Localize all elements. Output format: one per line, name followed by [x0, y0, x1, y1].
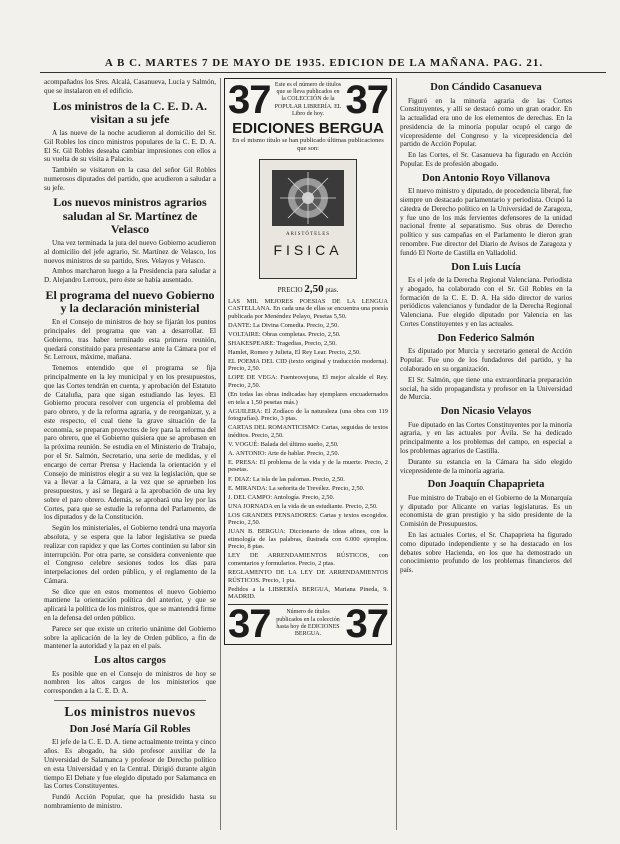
article-paragraph: El jefe de la C. E. D. A. tiene actualmente treinta y cinco años. Es abogado, ha sido profesor auxiliar de la Universidad de Salamanca y profesor de Derecho político en esta Universidad y en la Central. Dirigió durante algún tiempo El Debate y fue elegido diputado por Salamanca en las Cortes Constituyentes.: [44, 738, 216, 791]
article-paragraph: También se visitaron en la casa del señor Gil Robles numerosos diputados del partido, que acudieron a saludar a su jefe.: [44, 166, 216, 192]
ad-book-entry: DANTE: La Divina Comedia. Precio, 2,50.: [228, 321, 339, 329]
ad-book-entry: LOS GRANDES PENSADORES: Cartas y textos escogidos. Precio, 2,50.: [228, 511, 388, 527]
ad-book-entry: EL POEMA DEL CID (texto original y traducción moderna). Precio, 2,50.: [228, 357, 388, 373]
article-paragraph: En las actuales Cortes, el Sr. Chapaprieta ha figurado como diputado independiente y se ha destacado en los debates sobre Hacienda, en los que ha demostrado un conocimiento profundo de los problemas financieros del país.: [400, 530, 572, 575]
headline-new-ministers: Los ministros nuevos: [64, 704, 196, 720]
ad-top-text: Este es el número de títulos que se lleva publicados en la COLECCIÓN de la POPULAR LIBRERÍA. EL Libro de hoy.: [274, 82, 342, 117]
ad-book-entry: Hamlet, Romeo y Julieta, El Rey Lear. Precio, 2,50.: [228, 348, 361, 356]
ad-book-entry: CARTAS DEL ROMANTICISMO: Cartas, seguidas de textos inéditos. Precio, 2,50.: [228, 424, 388, 439]
article-paragraph: En las Cortes, el Sr. Casanueva ha figurado en Acción Popular. Es de profesión abogado.: [400, 151, 572, 169]
page-header: A B C. MARTES 7 DE MAYO DE 1935. EDICION DE LA MAÑANA. PAG. 21.: [104, 57, 544, 69]
headline-agrarian-ministers: Los nuevos ministros agrarios saludan al Sr. Martínez de Velasco: [53, 195, 207, 236]
article-paragraph: A las nueve de la noche acudieron al domicilio del Sr. Gil Robles los cinco ministros populares de la C. E. D. A. El Sr. Gil Robles deseaba cambiar impresiones con ellos a su vuelta de su visita a Palacio.: [44, 128, 216, 164]
article-paragraph: Es el jefe de la Derecha Regional Valenciana. Periodista y abogado, ha colaborado con el Sr. Gil Robles en la formación de la C. E. D. A. Ha sido director de varios periódicos valencianos y fundador de la Derecha Regional Valenciana. Fue elegido diputado por Valencia en las Cortes Constituyentes y en las actuales.: [400, 276, 572, 329]
article-paragraph: Durante su estancia en la Cámara ha sido elegido vicepresidente de la minoría agraria.: [400, 457, 572, 475]
ad-subtitle: En el mismo título se han publicado últimas publicaciones que son:: [232, 136, 384, 152]
subhead-gil-robles: Don José María Gil Robles: [69, 723, 191, 735]
book-cover: [259, 159, 357, 279]
ad-book-entry: J. DEL CAMPO: Antología. Precio, 2,50.: [228, 493, 335, 501]
article-paragraph: Es posible que en el Consejo de ministros de hoy se nombren los altos cargos de los ministerios que corresponden a la C. E. D. A.: [44, 669, 216, 696]
book-price: [228, 283, 388, 295]
price-unit: ptas.: [325, 285, 339, 294]
ad-book-entry: AGUILERA: El Zodíaco de la naturaleza (una obra con 119 fotografías). Precio, 3 ptas.: [228, 407, 388, 423]
ad-book-entry: A. ANTONIO: Arte de hablar. Precio, 2,50.: [228, 449, 340, 457]
column-left: [44, 78, 216, 830]
subhead-velayos: Don Nicasio Velayos: [440, 406, 532, 418]
column-advertisement: [224, 78, 392, 830]
article-paragraph: Fue diputado en las Cortes Constituyentes por la minoría agraria, y en las actuales por Ávila. Se ha dedicado principalmente a los problemas del campo, en especial a los problemas agrarios de Castilla.: [400, 420, 572, 455]
ad-book-entry: E. PRESA: El problema de la vida y de la muerte. Precio, 2 pesetas.: [228, 458, 388, 474]
article-paragraph: Es diputado por Murcia y secretario general de Acción Popular. Fue uno de los fundadores del partido, y ha colaborado en su organización.: [400, 347, 572, 373]
ad-bottom-banner: [228, 601, 388, 646]
ad-book-entry: (En todas las obras indicadas hay ejemplares encuadernados en tela a 1,50 pesetas más.): [228, 391, 388, 406]
article-paragraph: Una vez terminada la jura del nuevo Gobierno acudieron al domicilio del jefe agrario, Sr. Martínez de Velasco, los nuevos ministros de su partido, Sres. Velayos y Velasco.: [44, 238, 216, 265]
ad-number-right: 37: [345, 78, 388, 122]
book-title: FISICA: [273, 241, 343, 258]
article-paragraph: Se dice que en estos momentos el nuevo Gobierno mantiene la orientación política del anterior, y que se aplicará la política de los ministros, que se mantendrá firme en la defensa del orden público.: [44, 587, 216, 623]
column-right: [400, 78, 572, 830]
ad-book-entry: VOLTAIRE: Obras completas. Precio, 2,50.: [228, 330, 341, 338]
section-rule: [54, 700, 206, 701]
ad-book-entry: UNA JORNADA en la vida de un estudiante. Precio, 2,50.: [228, 502, 378, 510]
subhead-royo-villanova: Don Antonio Royo Villanova: [421, 172, 551, 184]
subhead-salmon: Don Federico Salmón: [437, 332, 535, 344]
headline-cedа-ministers: Los ministros de la C. E. D. A. visitan a su jefe: [52, 98, 208, 126]
article-paragraph: Ambos marcharon luego a la Presidencia para saludar a D. Alejandro Lerroux, pero éste se había ausentado.: [44, 267, 216, 285]
intro-paragraph: acompañados los Sres. Alcalá, Casanueva, Lucía y Salmón, que se instalaron en el edificio.: [44, 78, 216, 95]
ad-number-right: 37: [345, 601, 388, 646]
ad-book-entry: LEY DE ARRENDAMIENTOS RÚSTICOS, con comentarios y formularios. Precio, 2 ptas.: [228, 552, 388, 567]
subhead-chapaprieta: Don Joaquín Chapaprieta: [427, 479, 545, 491]
column-separator: [396, 78, 397, 830]
book-author: ARISTÓTELES: [285, 231, 331, 237]
ad-book-list: [228, 298, 388, 601]
ad-book-entry: Pedidos a la LIBRERÍA BERGUA, Mariana Pineda, 9. MADRID.: [228, 585, 388, 601]
article-paragraph: Parece ser que existe un criterio unánime del Gobierno sobre la aplicación de la ley de Orden público, a fin de mantener la autoridad y la paz en el país.: [44, 624, 216, 651]
ad-bottom-text: Número de títulos publicados en la colección hasta hoy de EDICIONES BERGUA.: [276, 609, 340, 637]
bergua-advertisement: [224, 78, 392, 645]
ad-title: EDICIONES BERGUA: [232, 119, 384, 137]
ad-book-entry: REGLAMENTO DE LA LEY DE ARRENDAMIENTOS RÚSTICOS. Precio, 1 pta.: [228, 569, 388, 584]
price-value: 2,50: [304, 282, 324, 295]
article-paragraph: El Sr. Salmón, que tiene una extraordinaria preparación social, ha sido propagandista y profesor en la Universidad de Murcia.: [400, 375, 572, 402]
ad-book-entry: JUAN B. BERGUA: Diccionario de ideas afines, con la etimología de las palabras, ilustrada con 6.000 ejemplos. Precio, 8 ptas.: [228, 528, 388, 551]
article-paragraph: Figuró en la minoría agraria de las Cortes Constituyentes, y allí se destacó como un gran orador. En la actualidad era uno de los elementos de derechas. En la presidencia de la minoría popular ocupó el cargo de vicepresidente del Congreso y la vicepresidencia del partido de Acción Popular.: [400, 96, 572, 149]
headline-government-program: El programa del nuevo Gobierno y la declaración ministerial: [45, 287, 215, 316]
ad-book-entry: LAS MIL MEJORES POESIAS DE LA LENGUA CASTELLANA. En cada una de ellas se encuentra una poesía publicada por Menéndez Pelayo, Pesetas 5,50.: [228, 297, 388, 320]
ad-book-entry: V. VOGUÉ: Balada del último sueño, 2,50.: [228, 440, 339, 448]
article-paragraph: Fue ministro de Trabajo en el Gobierno de la Monarquía y diputado por Alicante en varias legislaturas. Es un economista de gran prestigio y ha sido presidente de la Comisión de Presupuestos.: [400, 493, 572, 529]
article-paragraph: Tenemos entendido que el programa se fija principalmente en la ley municipal y en los presupuestos, que las Cortes tendrán en cuenta, y aprobación del Estatuto de Cataluña, para que sigan estudiando las leyes. El Gobierno procura resolver con urgencia el problema del paro obrero, y de la reforma agraria, y de reorganizar, y, a este respecto, el cual tiene la grave situación de la economía, se preparan proyectos de ley para la reforma del paro obrero, que el Gobierno quisiera que se aprobasen en la próxima reunión. Se estudia en el Ministerio de Trabajo, por el Sr. Salmón, Secretario, una serie de medidas, y el encargo de cerrar Prensa y Hacienda la orientación y el Consejo de ministros elegir a su vez la legislación, que se va a llevar a la Cámara, a la vez que se aprueben los presupuestos, y así se llegará a la aprobación de una ley sobre el paro obrero. Además, se aprobará una ley por las Cortes, para que se estudie la reforma del Parlamento, de los diputados y de la Constitución.: [44, 364, 216, 522]
ad-book-entry: E. MIRANDA: La señorita de Trevélez. Precio, 2,50.: [228, 484, 365, 492]
ad-book-entry: LOPE DE VEGA: Fuenteovejuna, El mejor alcalde el Rey. Precio, 2,50.: [228, 374, 388, 389]
ad-book-entry: F. DIAZ: La isla de las palomas. Precio, 2,50.: [228, 475, 345, 483]
header-rule: [40, 72, 606, 73]
ad-number-left: 37: [228, 78, 271, 122]
price-label: PRECIO: [277, 285, 303, 294]
article-paragraph: Según los ministeriales, el Gobierno tendrá una mayoría absoluta, y se espera que la labor legislativa se pueda realizar con rapidez y que las Cortes continúen su labor sin interrupción. Por otra parte, se considera conveniente que el Congreso celebre sesiones todos los días para interpelaciones del orden público, y el reglamento de la Cámara.: [44, 524, 216, 585]
subhead-lucia: Don Luis Lucía: [451, 261, 521, 273]
article-paragraph: En el Consejo de ministros de hoy se fijarán los puntos principales del programa que van a desarrollar. El Gobierno, tras haber terminado esta primera reunión, quedará constituido para presentarse ante la Cámara por el Sr. Lerroux, máxime, mañana.: [44, 318, 216, 362]
headline-high-posts: Los altos cargos: [94, 655, 166, 667]
book-cover-illustration: [272, 170, 344, 226]
subhead-casanueva: Don Cándido Casanueva: [430, 82, 542, 93]
article-paragraph: Fundó Acción Popular, que ha presidido hasta su nombramiento de ministro.: [44, 793, 216, 810]
ad-top-banner: [228, 78, 388, 122]
article-paragraph: El nuevo ministro y diputado, de procedencia liberal, fue siempre un destacado parlamentario y periodista. Ocupó la cátedra de Derecho político en la Universidad de Zaragoza, y fue uno de los más fervientes defensores de la unidad nacional frente al separatismo. Sus obras de Derecho político y sus campañas en el Parlamento le dieron gran renombre. Fue director del Diario de Avisos de Zaragoza y fundó El Norte de Castilla en Valladolid.: [400, 187, 572, 257]
ad-number-left: 37: [228, 601, 271, 646]
ad-book-entry: SHAKESPEARE: Tragedias, Precio, 2,50.: [228, 339, 337, 347]
column-separator: [220, 78, 221, 830]
